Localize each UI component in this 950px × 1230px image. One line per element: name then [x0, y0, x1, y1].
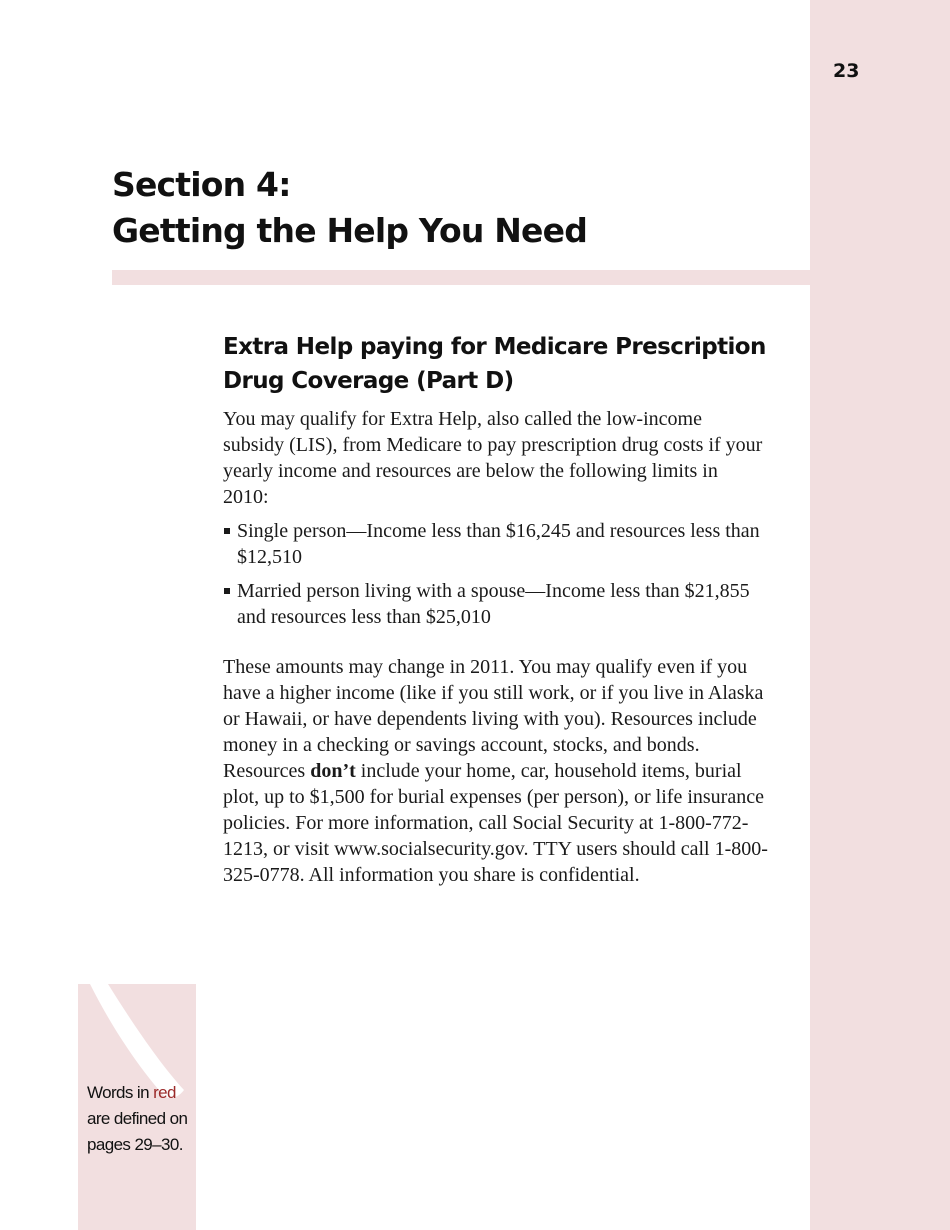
intro-paragraph: You may qualify for Extra Help, also called the low-income subsidy (LIS), from Medicare to pay prescription drug costs if your yearly income and resources are below the following limits in 2010:	[223, 408, 763, 508]
section-title	[112, 162, 587, 254]
list-item-text: Single person—Income less than $16,245 and resources less than $12,510	[237, 520, 760, 568]
article-heading-line1: Extra Help paying for Medicare Prescription	[223, 334, 766, 360]
article-heading	[223, 330, 768, 398]
resources-text-start: These amounts may change in 2011. You may qualify even if you have a higher income (like if you still work, or if you live in Alaska or Hawaii, or have dependents living with you). Resources include money in a checking or savings account, stocks, and bonds. Resources	[223, 656, 764, 782]
section-title-line2: Getting the Help You Need	[112, 211, 588, 250]
list-item	[223, 578, 768, 630]
right-margin-band	[810, 0, 950, 1230]
note-line2: are defined on	[87, 1109, 188, 1128]
page-number: 23	[833, 60, 860, 82]
income-limits-list	[223, 518, 768, 630]
list-item-text: Married person living with a spouse—Income less than $21,855 and resources less than $25,010	[237, 580, 750, 628]
note-line3: pages 29–30.	[87, 1135, 183, 1154]
resources-bold-word: don’t	[310, 760, 356, 782]
note-red-word: red	[153, 1083, 176, 1102]
article-heading-line2: Drug Coverage (Part D)	[223, 368, 514, 394]
definitions-note-text	[87, 1080, 196, 1158]
article-content	[223, 330, 768, 888]
square-bullet-icon	[224, 528, 230, 534]
section-title-line1: Section 4:	[112, 165, 291, 204]
resources-text-end: include your home, car, household items, burial plot, up to $1,500 for burial expenses (per person), or life insurance policies. For more information, call Social Security at 1-800-772-1213, or visit www.socialsecurity.gov. TTY users should call 1-800-325-0778. All information you share is confidential.	[223, 760, 768, 886]
square-bullet-icon	[224, 588, 230, 594]
list-item	[223, 518, 768, 570]
resources-paragraph	[223, 654, 768, 888]
note-words-in: Words in	[87, 1083, 154, 1102]
definitions-note-box	[78, 984, 196, 1230]
section-divider-band	[112, 270, 810, 285]
